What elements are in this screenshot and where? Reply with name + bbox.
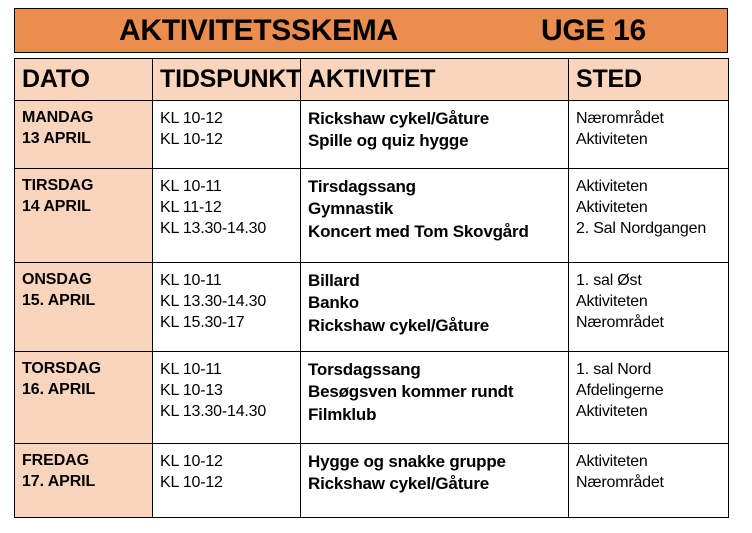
week-number: UGE 16 bbox=[541, 13, 646, 47]
aktivitet-line: Filmklub bbox=[308, 404, 377, 424]
dato-line: FREDAG bbox=[22, 452, 89, 469]
sted-line: Aktiviteten bbox=[576, 453, 648, 470]
column-header-aktivitet: AKTIVITET bbox=[301, 59, 569, 101]
column-header-sted: STED bbox=[569, 59, 729, 101]
aktivitet-line: Banko bbox=[308, 293, 359, 313]
cell-dato bbox=[15, 169, 153, 263]
tidspunkt-line: KL 10-12 bbox=[160, 131, 223, 149]
aktivitet-line: Koncert med Tom Skovgård bbox=[308, 221, 529, 241]
cell-sted bbox=[569, 169, 729, 263]
cell-dato bbox=[15, 444, 153, 518]
cell-tidspunkt bbox=[153, 169, 301, 263]
sted-line: Nærområdet bbox=[576, 474, 664, 492]
tidspunkt-line: KL 10-13 bbox=[160, 382, 223, 400]
table-body bbox=[15, 101, 729, 518]
sted-line: Nærområdet bbox=[576, 314, 664, 332]
table-header-row bbox=[15, 59, 729, 101]
cell-sted bbox=[569, 101, 729, 169]
aktivitet-line: Tirsdagssang bbox=[308, 177, 416, 196]
cell-dato bbox=[15, 101, 153, 169]
aktivitet-line: Rickshaw cykel/Gåture bbox=[308, 315, 490, 335]
sted-line: Afdelingerne bbox=[576, 382, 664, 400]
column-header-tidspunkt: TIDSPUNKT bbox=[153, 59, 301, 101]
dato-line: 13 APRIL bbox=[22, 129, 91, 147]
sted-line: Aktiviteten bbox=[576, 131, 648, 149]
table-row bbox=[15, 352, 729, 444]
table-row bbox=[15, 169, 729, 263]
sted-line: 2. Sal Nordgangen bbox=[576, 220, 707, 238]
cell-sted bbox=[569, 263, 729, 352]
sted-line: 1. sal Øst bbox=[576, 272, 642, 289]
cell-tidspunkt bbox=[153, 352, 301, 444]
aktivitet-line: Hygge og snakke gruppe bbox=[308, 452, 506, 471]
column-header-dato: DATO bbox=[15, 59, 153, 101]
cell-aktivitet bbox=[301, 352, 569, 444]
aktivitet-line: Rickshaw cykel/Gåture bbox=[308, 109, 490, 128]
dato-line: TIRSDAG bbox=[22, 177, 94, 194]
tidspunkt-line: KL 10-11 bbox=[160, 178, 222, 195]
aktivitet-line: Besøgsven kommer rundt bbox=[308, 382, 514, 402]
cell-sted bbox=[569, 444, 729, 518]
table-row bbox=[15, 101, 729, 169]
dato-line: 16. APRIL bbox=[22, 380, 96, 398]
cell-aktivitet bbox=[301, 169, 569, 263]
tidspunkt-line: KL 13.30-14.30 bbox=[160, 220, 267, 238]
title-banner bbox=[14, 8, 728, 53]
tidspunkt-line: KL 13.30-14.30 bbox=[160, 293, 267, 311]
cell-aktivitet bbox=[301, 101, 569, 169]
aktivitet-line: Billard bbox=[308, 271, 360, 290]
aktivitet-line: Spille og quiz hygge bbox=[308, 131, 469, 151]
tidspunkt-line: KL 10-11 bbox=[160, 361, 222, 378]
aktivitet-line: Torsdagssang bbox=[308, 360, 421, 379]
cell-dato bbox=[15, 263, 153, 352]
table-row bbox=[15, 263, 729, 352]
dato-line: MANDAG bbox=[22, 109, 94, 126]
table-row bbox=[15, 444, 729, 518]
cell-sted bbox=[569, 352, 729, 444]
cell-aktivitet bbox=[301, 444, 569, 518]
sted-line: Aktiviteten bbox=[576, 403, 648, 421]
cell-dato bbox=[15, 352, 153, 444]
sted-line: Aktiviteten bbox=[576, 293, 648, 311]
schedule-title: AKTIVITETSSKEMA bbox=[119, 13, 398, 47]
dato-line: 15. APRIL bbox=[22, 291, 96, 309]
aktivitet-line: Rickshaw cykel/Gåture bbox=[308, 474, 490, 494]
sted-line: Aktiviteten bbox=[576, 178, 648, 195]
tidspunkt-line: KL 10-12 bbox=[160, 110, 223, 127]
dato-line: ONSDAG bbox=[22, 271, 92, 288]
tidspunkt-line: KL 15.30-17 bbox=[160, 314, 245, 332]
tidspunkt-line: KL 13.30-14.30 bbox=[160, 403, 267, 421]
dato-line: TORSDAG bbox=[22, 360, 102, 377]
dato-line: 17. APRIL bbox=[22, 472, 96, 490]
cell-tidspunkt bbox=[153, 101, 301, 169]
tidspunkt-line: KL 10-11 bbox=[160, 272, 222, 289]
sted-line: Aktiviteten bbox=[576, 199, 648, 217]
sted-line: Nærområdet bbox=[576, 110, 664, 127]
dato-line: 14 APRIL bbox=[22, 197, 91, 215]
aktivitet-line: Gymnastik bbox=[308, 199, 394, 219]
sted-line: 1. sal Nord bbox=[576, 361, 652, 378]
tidspunkt-line: KL 11-12 bbox=[160, 199, 222, 217]
cell-tidspunkt bbox=[153, 263, 301, 352]
cell-tidspunkt bbox=[153, 444, 301, 518]
tidspunkt-line: KL 10-12 bbox=[160, 474, 223, 492]
cell-aktivitet bbox=[301, 263, 569, 352]
tidspunkt-line: KL 10-12 bbox=[160, 453, 223, 470]
schedule-table bbox=[14, 58, 729, 518]
